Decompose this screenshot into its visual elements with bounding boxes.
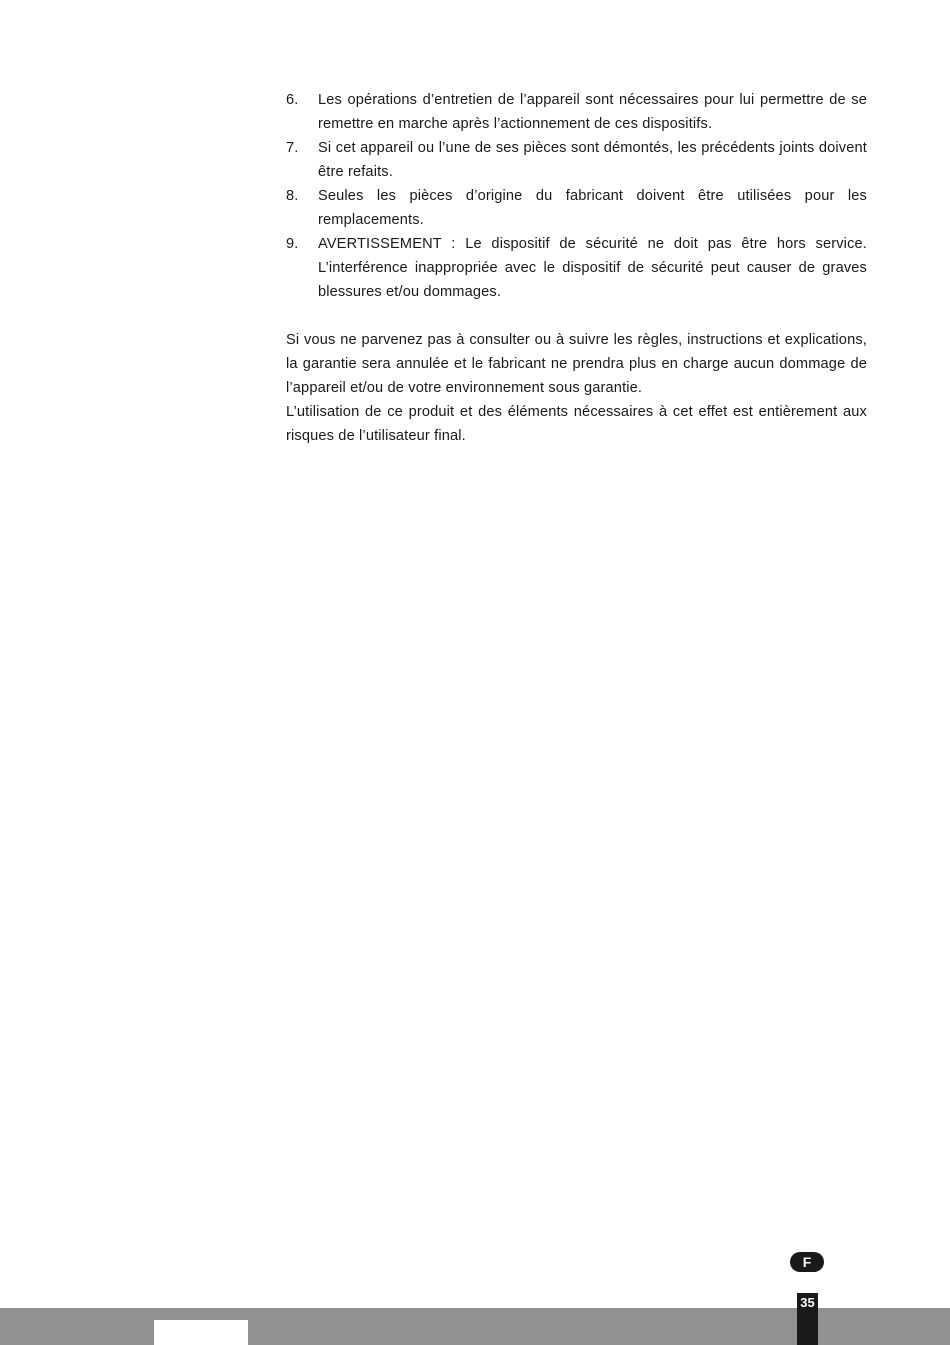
list-item-text: Les opérations d’entretien de l’appareil sont nécessaires pour lui permettre de se remettre en marche après l’actionnement de ces dispositifs. (318, 92, 867, 132)
list-item (286, 136, 867, 184)
page-number: 35 (797, 1293, 818, 1345)
list-item-number: 8. (286, 188, 299, 204)
warranty-paragraph: Si vous ne parvenez pas à consulter ou à suivre les règles, instructions et explications, la garantie sera annulée et le fabricant ne prendra plus en charge aucun dommage de l’appareil et/ou de votre environnement sous garantie. (286, 332, 867, 396)
footer-white-box (154, 1320, 248, 1345)
liability-paragraph: L’utilisation de ce produit et des éléments nécessaires à cet effet est entièrement aux risques de l’utilisateur final. (286, 404, 867, 444)
list-item-text: Si cet appareil ou l’une de ses pièces sont démontés, les précédents joints doivent être refaits. (318, 140, 867, 180)
list-item (286, 88, 867, 136)
list-item-text: Seules les pièces d’origine du fabricant doivent être utilisées pour les remplacements. (318, 188, 867, 228)
list-item (286, 184, 867, 232)
list-item-number: 6. (286, 92, 299, 108)
list-item-number: 7. (286, 140, 299, 156)
language-badge: F (790, 1252, 824, 1272)
document-body (286, 88, 867, 448)
list-item-number: 9. (286, 236, 299, 252)
list-item-text: AVERTISSEMENT : Le dispositif de sécurité ne doit pas être hors service. L’interférence inappropriée avec le dispositif de sécurité peut causer de graves blessures et/ou dommages. (318, 236, 867, 300)
list-item (286, 232, 867, 304)
